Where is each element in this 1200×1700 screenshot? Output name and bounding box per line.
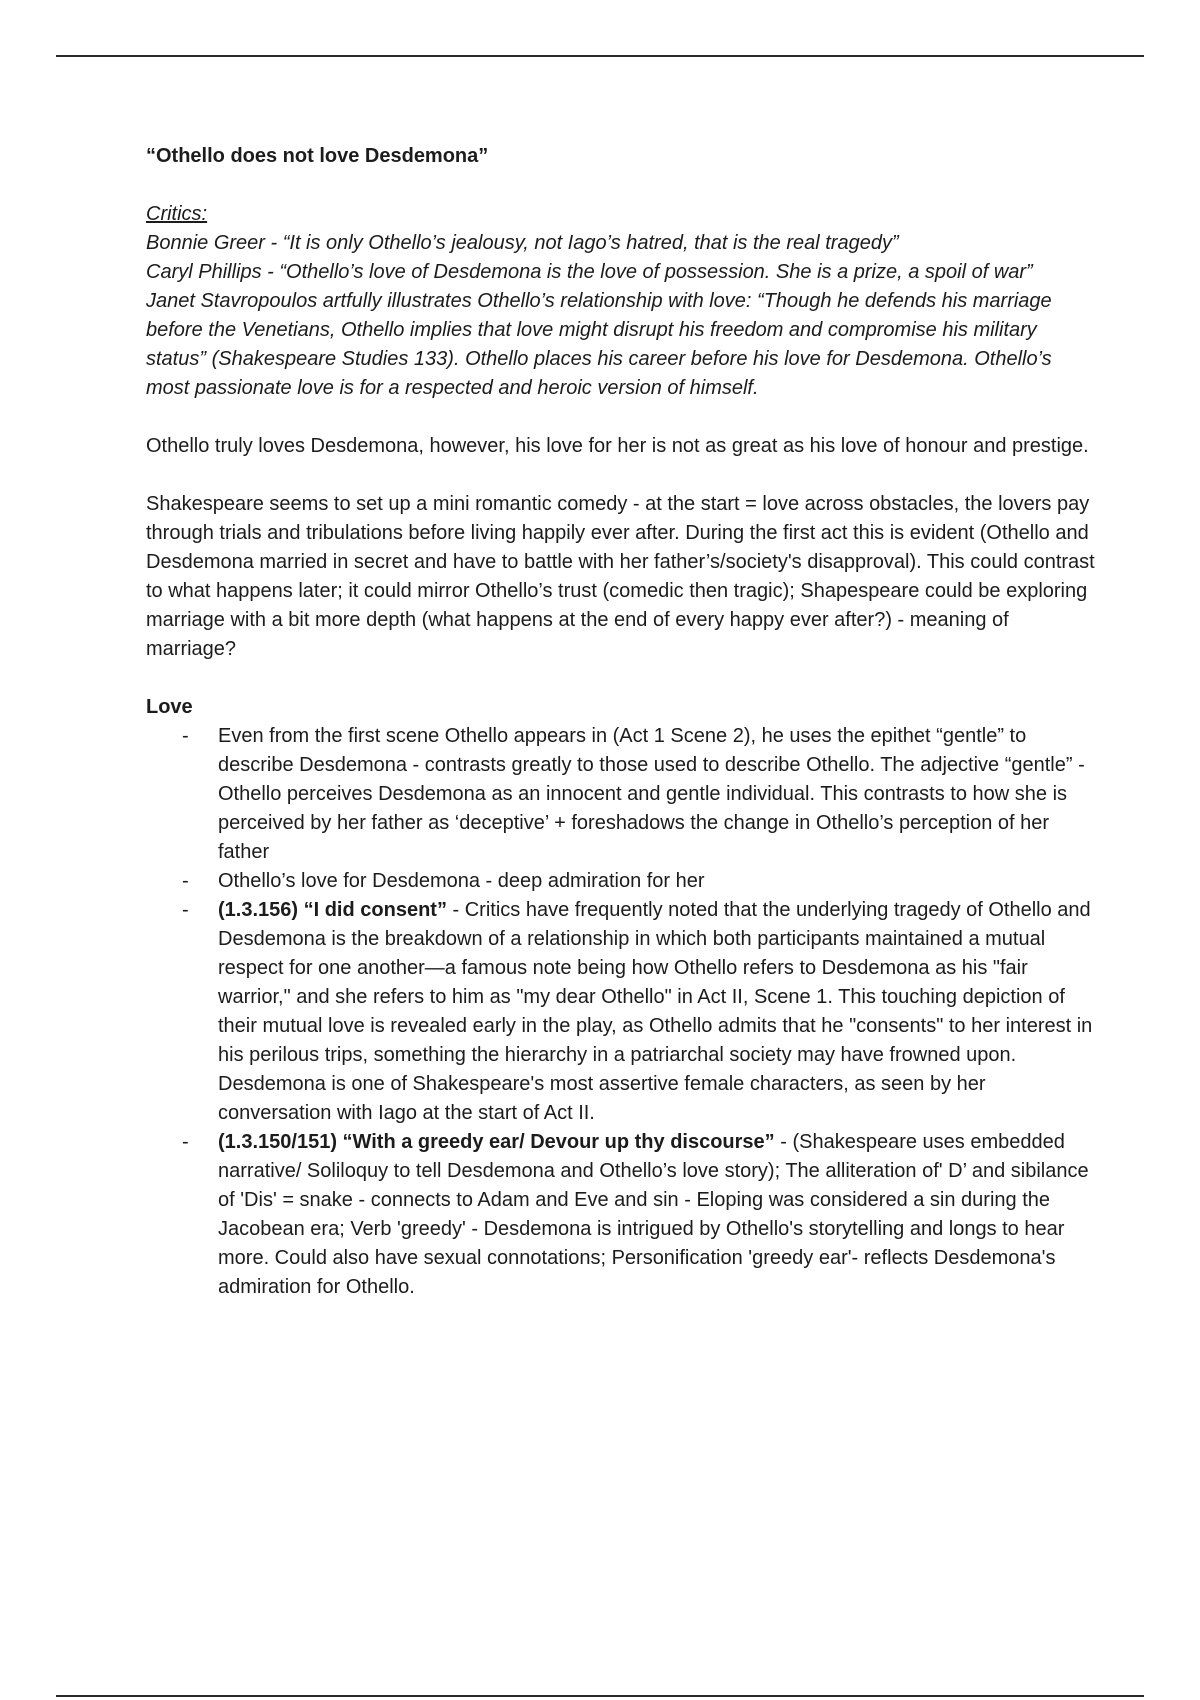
bullet-dash: -	[182, 725, 189, 747]
list-item	[146, 896, 1096, 1128]
list-item	[146, 867, 1096, 896]
quote-reference: (1.3.150/151) “With a greedy ear/ Devour up thy discourse”	[218, 1131, 775, 1153]
bullet-text: - Critics have frequently noted that the underlying tragedy of Othello and Desdemona is the breakdown of a relationship in which both participants maintained a mutual respect for one another—a famous note being how Othello refers to Desdemona as his "fair warrior," and she refers to him as "my dear Othello" in Act II, Scene 1. This touching depiction of their mutual love is revealed early in the play, as Othello admits that he "consents" to her interest in his perilous trips, something the hierarchy in a patriarchal society may have frowned upon. Desdemona is one of Shakespeare's most assertive female characters, as seen by her conversation with Iago at the start of Act II.	[218, 899, 1093, 1124]
paragraph-romantic-comedy: Shakespeare seems to set up a mini romantic comedy - at the start = love across obstacles, the lovers pay through trials and tribulations before living happily ever after. During the first act this is evident (Othello and Desdemona married in secret and have to battle with her father’s/society's disapproval). This could contrast to what happens later; it could mirror Othello’s trust (comedic then tragic); Shapespeare could be exploring marriage with a bit more depth (what happens at the end of every happy ever after?) - meaning of marriage?	[146, 493, 1095, 660]
bullet-text: - (Shakespeare uses embedded narrative/ Soliloquy to tell Desdemona and Othello’s love story); The alliteration of' D’ and sibilance of 'Dis' = snake - connects to Adam and Eve and sin - Eloping was considered a sin during the Jacobean era; Verb 'greedy' - Desdemona is intrigued by Othello's storytelling and longs to hear more. Could also have sexual connotations; Personification 'greedy ear'- reflects Desdemona's admiration for Othello.	[218, 1131, 1089, 1298]
love-bullet-list	[146, 722, 1096, 1302]
bullet-text: Othello’s love for Desdemona - deep admiration for her	[218, 870, 705, 892]
paragraph-honour: Othello truly loves Desdemona, however, his love for her is not as great as his love of honour and prestige.	[146, 435, 1089, 457]
critic-quote-stavropoulos: Janet Stavropoulos artfully illustrates Othello’s relationship with love: “Though he defends his marriage before the Venetians, Othello implies that love might disrupt his freedom and compromise his military status” (Shakespeare Studies 133). Othello places his career before his love for Desdemona. Othello’s most passionate love is for a respected and heroic version of himself.	[146, 290, 1052, 399]
top-rule	[56, 55, 1144, 57]
critic-quote-greer: Bonnie Greer - “It is only Othello’s jealousy, not Iago’s hatred, that is the real tragedy”	[146, 232, 899, 254]
document-title: “Othello does not love Desdemona”	[146, 145, 489, 167]
quote-reference: (1.3.156) “I did consent”	[218, 899, 447, 921]
critics-label: Critics:	[146, 203, 208, 225]
list-item	[146, 1128, 1096, 1302]
bullet-text: Even from the first scene Othello appears in (Act 1 Scene 2), he uses the epithet “gentle” to describe Desdemona - contrasts greatly to those used to describe Othello. The adjective “gentle” - Othello perceives Desdemona as an innocent and gentle individual. This contrasts to how she is perceived by her father as ‘deceptive’ + foreshadows the change in Othello’s perception of her father	[218, 725, 1085, 863]
document-body	[146, 142, 1096, 1302]
list-item	[146, 722, 1096, 867]
bullet-dash: -	[182, 870, 189, 892]
bottom-rule	[56, 1695, 1144, 1697]
critic-quote-phillips: Caryl Phillips - “Othello’s love of Desdemona is the love of possession. She is a prize, a spoil of war”	[146, 261, 1033, 283]
bullet-dash: -	[182, 899, 189, 921]
bullet-dash: -	[182, 1131, 189, 1153]
section-heading-love: Love	[146, 696, 193, 718]
